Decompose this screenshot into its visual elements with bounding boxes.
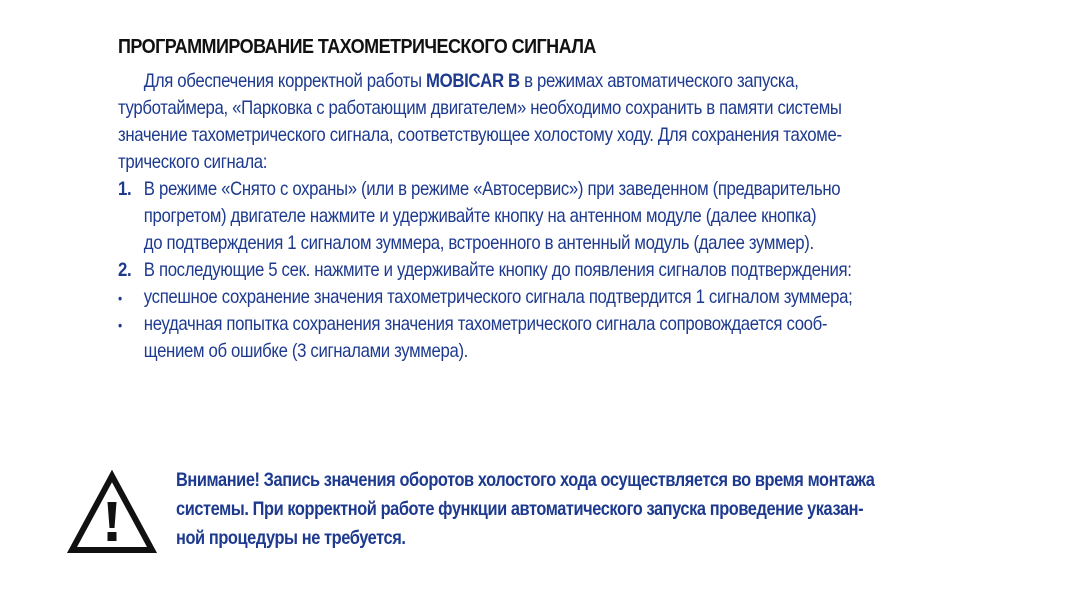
step-2-text-1: В последующие 5 сек. нажмите и удерживайте кнопку до появления сигналов подтверждения: — [143, 259, 852, 281]
intro-line-2: турботаймера, «Парковка с работающим двигателем» необходимо сохранить в памяти системы — [118, 97, 842, 119]
step-2-number: 2. — [118, 259, 132, 281]
step-2-line-1 — [118, 257, 987, 284]
bullet-2-marker: • — [118, 317, 122, 333]
warning-note — [176, 466, 982, 553]
intro-line-3: значение тахометрического сигнала, соответствующее холостому ходу. Для сохранения тахоме- — [118, 124, 842, 146]
bullet-1-text-1: успешное сохранение значения тахометрического сигнала подтвердится 1 сигналом зуммера; — [143, 286, 853, 308]
bullet-2-text-1: неудачная попытка сохранения значения тахометрического сигнала сопровождается сооб- — [143, 313, 828, 335]
bullet-1-marker: • — [118, 290, 122, 306]
step-1-number: 1. — [118, 178, 132, 200]
warning-line-3: ной процедуры не требуется. — [176, 527, 406, 549]
section-body — [118, 68, 987, 365]
warning-line-2: системы. При корректной работе функции автоматического запуска проведение указан- — [176, 498, 864, 520]
bullet-2-line-2: щением об ошибке (3 сигналами зуммера). — [143, 340, 469, 362]
bullet-1-line-1 — [118, 284, 987, 311]
section-heading: ПРОГРАММИРОВАНИЕ ТАХОМЕТРИЧЕСКОГО СИГНАЛА — [118, 36, 596, 58]
bullet-2-line-1 — [118, 311, 987, 338]
step-1-text-1: В режиме «Снято с охраны» (или в режиме «Автосервис») при заведенном (предварительно — [143, 178, 841, 200]
warning-triangle-icon — [66, 470, 158, 556]
step-1-line-2: прогретом) двигателе нажмите и удерживайте кнопку на антенном модуле (далее кнопка) — [143, 205, 817, 227]
intro-line-1 — [118, 68, 987, 95]
step-1-line-1 — [118, 176, 987, 203]
intro-line-4: трического сигнала: — [118, 151, 268, 173]
warning-line-1: Внимание! Запись значения оборотов холостого хода осуществляется во время монтажа — [176, 469, 875, 491]
brand-name: MOBICAR B — [426, 70, 520, 92]
step-1-line-3: до подтверждения 1 сигналом зуммера, встроенного в антенный модуль (далее зуммер). — [143, 232, 814, 254]
intro-text-after-brand: в режимах автоматического запуска, — [519, 70, 799, 92]
intro-text-before-brand: Для обеспечения корректной работы — [143, 70, 427, 92]
